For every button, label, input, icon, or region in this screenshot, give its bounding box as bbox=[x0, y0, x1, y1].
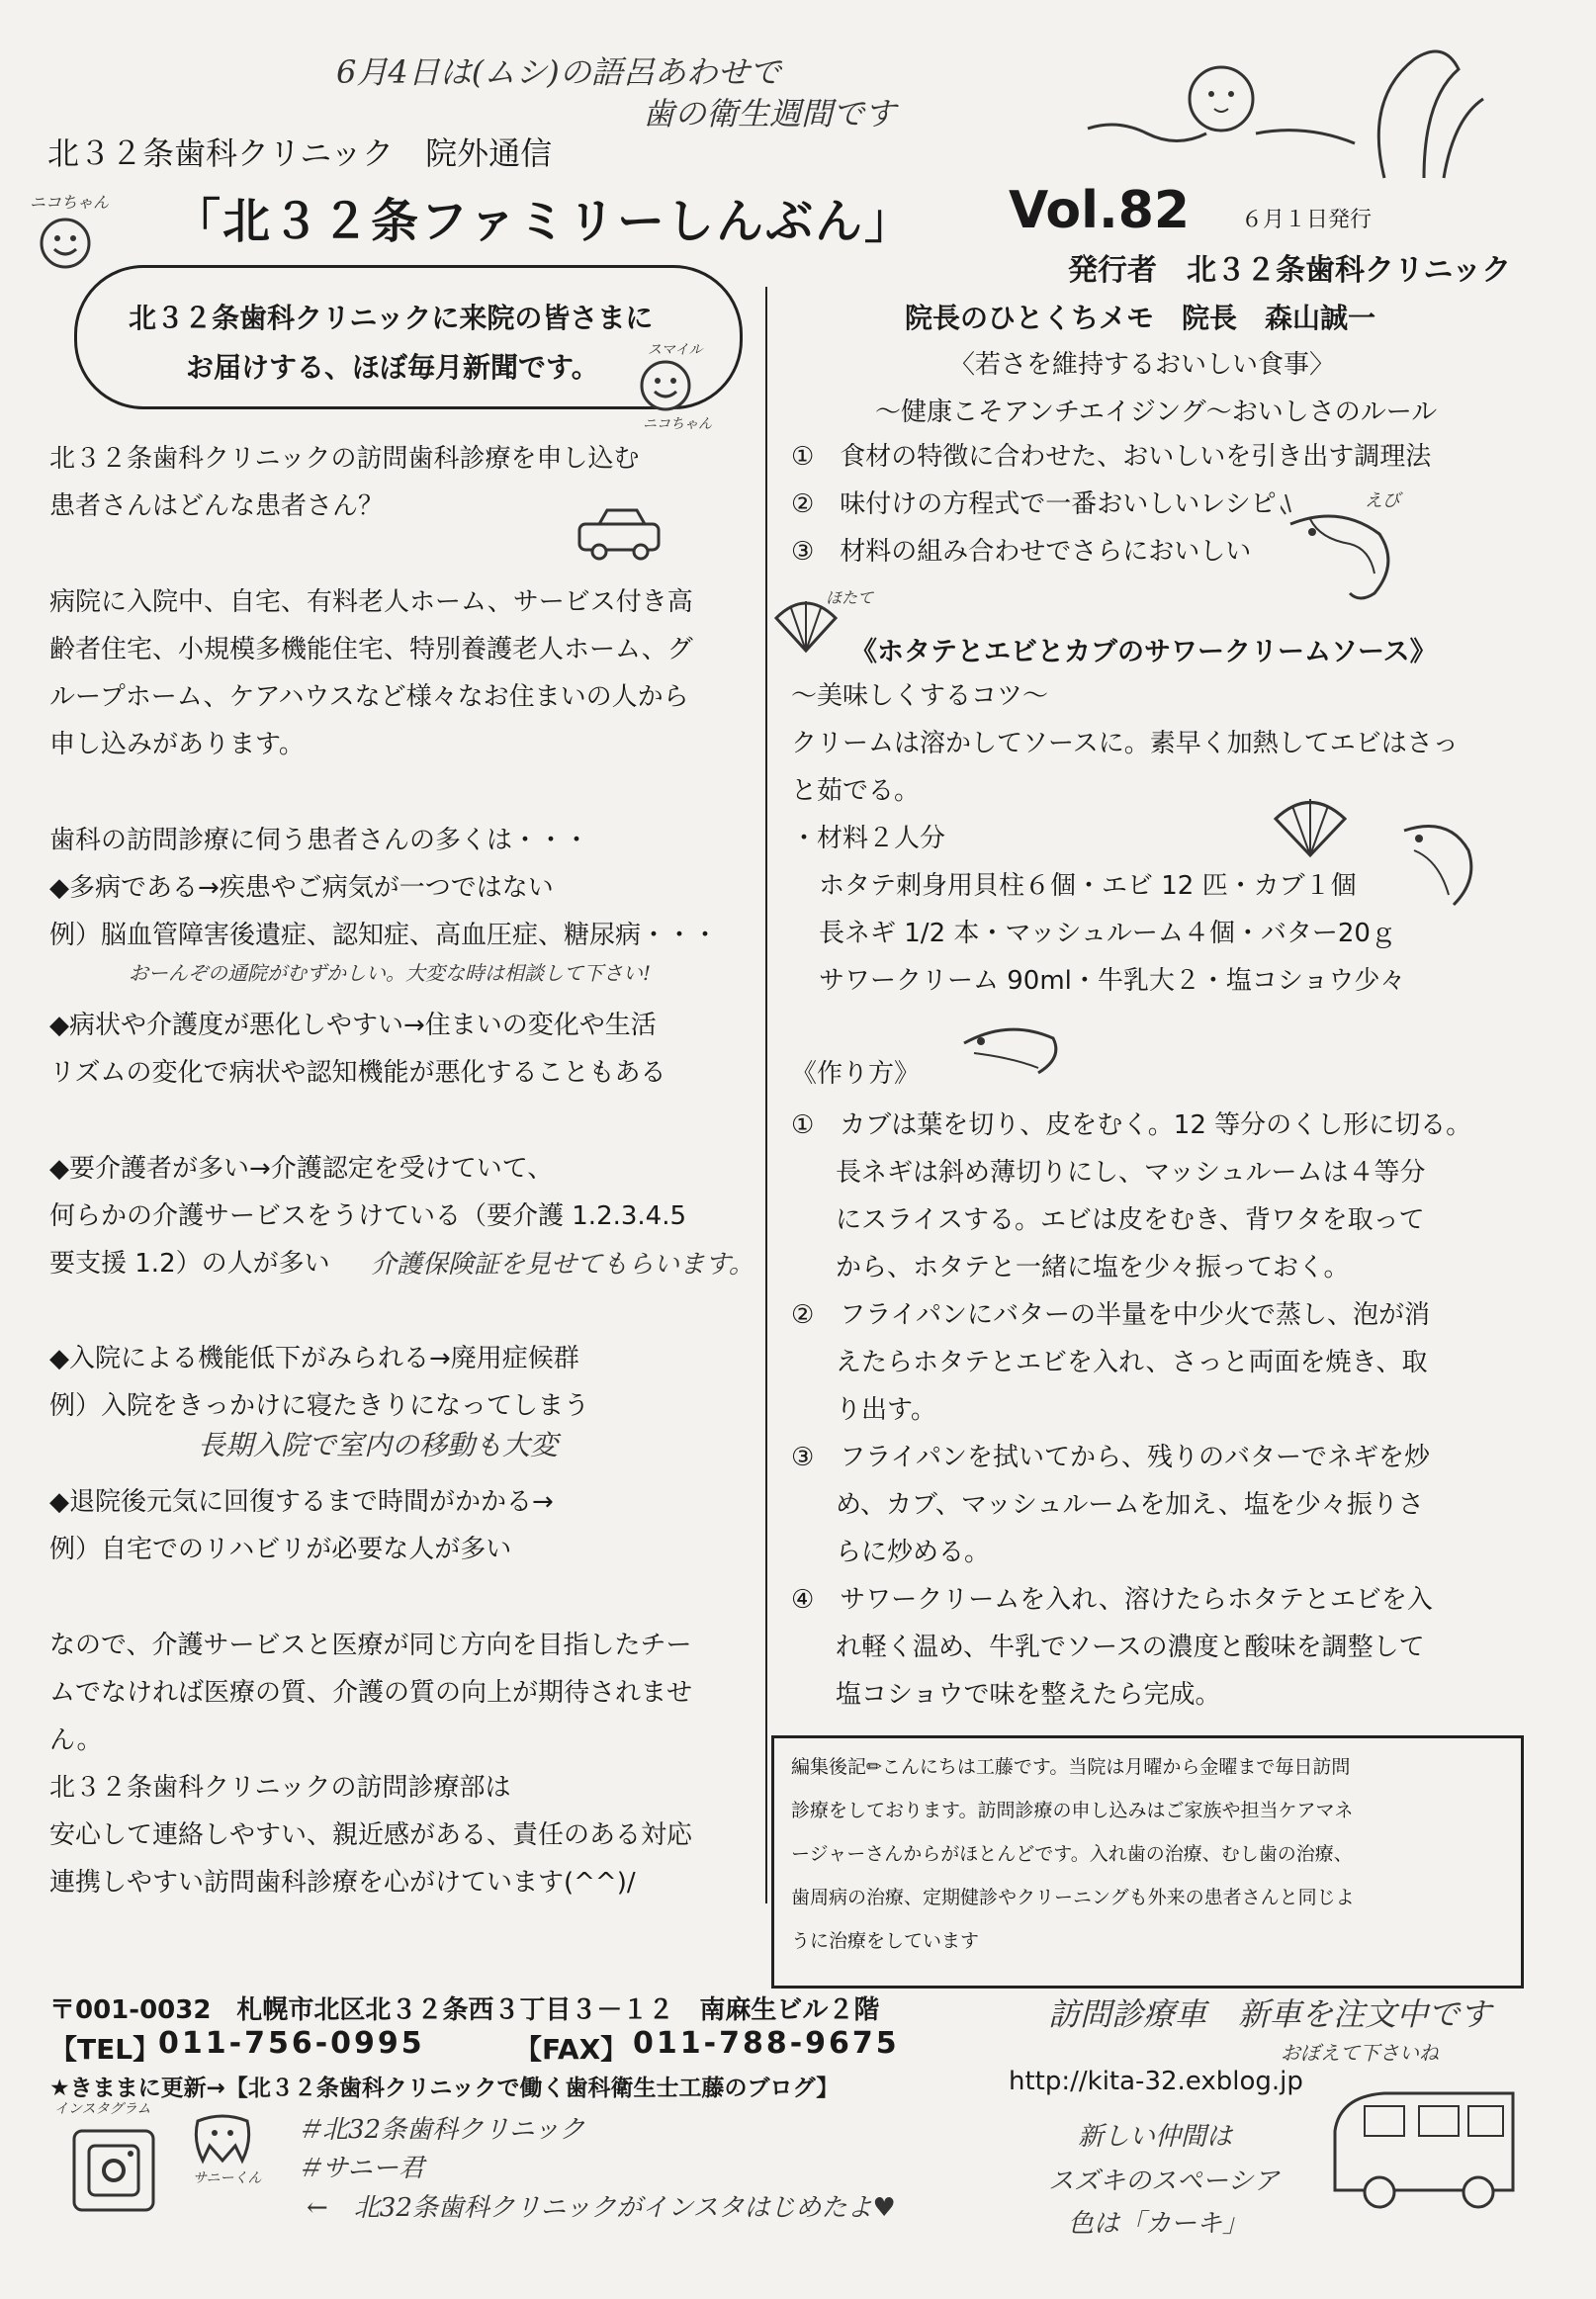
tel-number: 011-756-0995 bbox=[158, 2026, 425, 2061]
shrimp-doodle-icon bbox=[959, 1014, 1068, 1083]
car-note-4: スズキのスペーシア bbox=[1048, 2166, 1280, 2196]
fax-number: 011-788-9675 bbox=[633, 2026, 900, 2061]
ingredients-line-2: 長ネギ 1/2 本・マッシュルーム４個・バター20ｇ bbox=[819, 919, 1396, 948]
conclusion-line-3: ん。 bbox=[49, 1725, 103, 1755]
mascot-label-1: ニコちゃん bbox=[30, 193, 110, 212]
car-note-5: 色は「カーキ」 bbox=[1068, 2209, 1249, 2239]
step-2-line-3: り出す。 bbox=[836, 1395, 936, 1425]
step-4-line-2: れ軽く温め、牛乳でソースの濃度と酸味を調整して bbox=[836, 1633, 1425, 1662]
editor-note-line-5: うに治療をしています bbox=[791, 1930, 980, 1952]
ingredients-line-1: ホタテ刺身用貝柱６個・エビ 12 匹・カブ１個 bbox=[819, 871, 1357, 901]
left-q-2: 患者さんはどんな患者さん？ bbox=[49, 491, 385, 521]
hashtag-2: ＃サニー君 bbox=[297, 2154, 424, 2183]
conclusion-line-2: ムでなければ医療の質、介護の質の向上が期待されませ bbox=[49, 1678, 693, 1708]
camera-icon bbox=[59, 2116, 168, 2225]
bullet-1-example: 例）脳血管障害後遺症、認知症、高血圧症、糖尿病・・・ bbox=[49, 921, 719, 950]
car-note-3: 新しい仲間は bbox=[1078, 2122, 1233, 2152]
publisher: 発行者 北３２条歯科クリニック bbox=[1068, 253, 1512, 288]
handwritten-note-1: 6月4日は(ムシ)の語呂あわせで bbox=[336, 53, 781, 91]
mascot-label-3: ニコちゃん bbox=[643, 416, 712, 432]
left-q-1: 北３２条歯科クリニックの訪問歯科診療を申し込む bbox=[49, 444, 640, 474]
volume-number: Vol.82 bbox=[1009, 181, 1191, 240]
recipe-title: 《ホタテとエビとカブのサワークリームソース》 bbox=[850, 637, 1437, 667]
tooth-mascot-label: サニーくん bbox=[193, 2170, 262, 2186]
step-1-line-2: 長ネギは斜め薄切りにし、マッシュルームは４等分 bbox=[836, 1158, 1426, 1188]
issue-date: ６月１日発行 bbox=[1241, 208, 1373, 232]
car-note-2: おぼえて下さいね bbox=[1281, 2041, 1439, 2065]
shrimp-doodle-icon bbox=[1394, 811, 1488, 920]
bullet-2-line-2: リズムの変化で病状や認知機能が悪化することもある bbox=[49, 1058, 666, 1088]
bullet-3-line-2: 何らかの介護サービスをうけている（要介護 1.2.3.4.5 bbox=[49, 1201, 687, 1231]
smiley-face-icon bbox=[38, 216, 93, 271]
left-p1-line-4: 申し込みがあります。 bbox=[49, 730, 305, 759]
left-p1-line-1: 病院に入院中、自宅、有料老人ホーム、サービス付き高 bbox=[49, 587, 693, 617]
step-3-line-3: らに炒める。 bbox=[836, 1538, 991, 1567]
bullet-5: ◆退院後元気に回復するまで時間がかかる→ bbox=[49, 1487, 554, 1517]
bullet-3-handwritten: 介護保険証を見せてもらいます。 bbox=[371, 1250, 754, 1280]
tel-label: 【TEL】 bbox=[49, 2033, 161, 2066]
ingredients-line-3: サワークリーム 90ml・牛乳大２・塩コショウ少々 bbox=[819, 966, 1406, 996]
insta-note: ← 北32条歯科クリニックがインスタはじめたよ♥ bbox=[307, 2193, 896, 2223]
shrimp-label: えび bbox=[1365, 490, 1400, 511]
memo-title: 院長のひとくちメモ 院長 森山誠一 bbox=[905, 302, 1376, 334]
conclusion-line-5: 安心して連絡しやすい、親近感がある、責任のある対応 bbox=[49, 1820, 693, 1850]
column-divider bbox=[765, 287, 767, 1903]
bullet-4-handwritten: 長期入院で室内の移動も大変 bbox=[198, 1429, 559, 1461]
bullet-3-line-1: ◆要介護者が多い→介護認定を受けていて、 bbox=[49, 1154, 554, 1184]
tip-title: ～美味しくするコツ～ bbox=[791, 681, 1049, 711]
fax-label: 【FAX】 bbox=[514, 2033, 629, 2066]
smiley-face-icon bbox=[638, 358, 693, 413]
left-p1-line-3: ループホーム、ケアハウスなど様々なお住まいの人から bbox=[49, 682, 689, 712]
editor-note-line-1: 編集後記✏こんにちは工藤です。当院は月曜から金曜まで毎日訪問 bbox=[791, 1756, 1351, 1778]
step-1-line-1: ① カブは葉を切り、皮をむく。12 等分のくし形に切る。 bbox=[791, 1110, 1472, 1140]
conclusion-line-4: 北３２条歯科クリニックの訪問診療部は bbox=[49, 1773, 511, 1803]
memo-subtitle-2: ～健康こそアンチエイジング～おいしさのルール bbox=[875, 398, 1438, 427]
bullet-1-handwritten: おーんぞの通院がむずかしい。大変な時は相談して下さい! bbox=[129, 961, 652, 985]
bullet-4-example: 例）入院をきっかけに寝たきりになってしまう bbox=[49, 1391, 590, 1421]
conclusion-line-6: 連携しやすい訪問歯科診療を心がけています(^^)/ bbox=[49, 1868, 636, 1898]
handwritten-note-2: 歯の衛生週間です bbox=[643, 95, 897, 133]
rule-3: ③ 材料の組み合わせでさらにおいしい bbox=[791, 537, 1252, 567]
car-doodle-icon bbox=[574, 504, 672, 564]
blog-url[interactable]: http://kita-32.exblog.jp bbox=[1009, 2067, 1303, 2096]
editor-note-line-3: ージャーさんからがほとんどです。入れ歯の治療、むし歯の治療、 bbox=[791, 1843, 1353, 1865]
step-4-line-3: 塩コショウで味を整えたら完成。 bbox=[836, 1680, 1221, 1710]
step-4-line-1: ④ サワークリームを入れ、溶けたらホタテとエビを入 bbox=[791, 1585, 1433, 1615]
step-2-line-2: えたらホタテとエビを入れ、さっと両面を焼き、取 bbox=[836, 1348, 1428, 1377]
memo-subtitle-1: 〈若さを維持するおいしい食事〉 bbox=[949, 350, 1336, 380]
clinic-line: 北３２条歯科クリニック 院外通信 bbox=[47, 134, 553, 172]
newsletter-title: 「北３２条ファミリーしんぶん」 bbox=[173, 194, 915, 249]
step-3-line-2: め、カブ、マッシュルームを加え、塩を少々振りさ bbox=[836, 1490, 1424, 1520]
scallop-doodle-icon bbox=[1271, 791, 1350, 860]
conclusion-line-1: なので、介護サービスと医療が同じ方向を目指したチー bbox=[49, 1631, 692, 1660]
insta-label: インスタグラム bbox=[54, 2101, 151, 2117]
car-note-1: 訪問診療車 新車を注文中です bbox=[1048, 1995, 1492, 2033]
method-title: 《作り方》 bbox=[791, 1059, 921, 1089]
left-p2-intro: 歯科の訪問診療に伺う患者さんの多くは・・・ bbox=[49, 826, 590, 855]
bullet-5-example: 例）自宅でのリハビリが必要な人が多い bbox=[49, 1535, 512, 1564]
footer-address: 〒001-0032 札幌市北区北３２条西３丁目３－１２ 南麻生ビル２階 bbox=[49, 1995, 880, 2025]
tip-line-2: と茹でる。 bbox=[791, 776, 921, 806]
bullet-3-line-3: 要支援 1.2）の人が多い bbox=[49, 1249, 330, 1279]
bullet-1: ◆多病である→疾患やご病気が一つではない bbox=[49, 873, 554, 903]
editor-note-line-4: 歯周病の治療、定期健診やクリーニングも外来の患者さんと同じよ bbox=[791, 1887, 1355, 1908]
bullet-4: ◆入院による機能低下がみられる→廃用症候群 bbox=[49, 1344, 579, 1373]
editor-note-line-2: 診療をしております。訪問診療の申し込みはご家族や担当ケアマネ bbox=[791, 1800, 1354, 1821]
step-2-line-1: ② フライパンにバターの半量を中少火で蒸し、泡が消 bbox=[791, 1300, 1431, 1330]
left-p1-line-2: 齢者住宅、小規模多機能住宅、特別養護老人ホーム、グ bbox=[49, 635, 693, 664]
van-doodle-icon bbox=[1325, 2081, 1533, 2220]
otter-doodle-icon bbox=[1068, 40, 1503, 188]
scallop-doodle-icon bbox=[771, 593, 841, 655]
intro-line-1: 北３２条歯科クリニックに来院の皆さまに bbox=[129, 302, 654, 334]
scallop-label: ほたて bbox=[826, 588, 874, 607]
tip-line-1: クリームは溶かしてソースに。素早く加熱してエビはさっ bbox=[791, 729, 1459, 758]
rule-1: ① 食材の特徴に合わせた、おいしいを引き出す調理法 bbox=[791, 442, 1432, 472]
step-3-line-1: ③ フライパンを拭いてから、残りのバターでネギを炒 bbox=[791, 1443, 1431, 1472]
hashtag-1: ＃北32条歯科クリニック bbox=[297, 2115, 585, 2145]
mascot-label-2: スマイル bbox=[648, 342, 703, 358]
ingredients-title: ・材料２人分 bbox=[791, 824, 946, 853]
shrimp-doodle-icon bbox=[1281, 494, 1409, 613]
tooth-mascot-icon bbox=[188, 2111, 257, 2170]
intro-line-2: お届けする、ほぼ毎月新聞です。 bbox=[186, 351, 599, 384]
step-1-line-3: にスライスする。エビは皮をむき、背ワタを取って bbox=[836, 1205, 1425, 1235]
bullet-2-line-1: ◆病状や介護度が悪化しやすい→住まいの変化や生活 bbox=[49, 1011, 657, 1040]
rule-2: ② 味付けの方程式で一番おいしいレシピ bbox=[791, 489, 1277, 519]
step-1-line-4: から、ホタテと一緒に塩を少々振っておく。 bbox=[836, 1253, 1350, 1282]
blog-text: ★きままに更新→【北３２条歯科クリニックで働く歯科衛生士工藤のブログ】 bbox=[49, 2076, 840, 2101]
